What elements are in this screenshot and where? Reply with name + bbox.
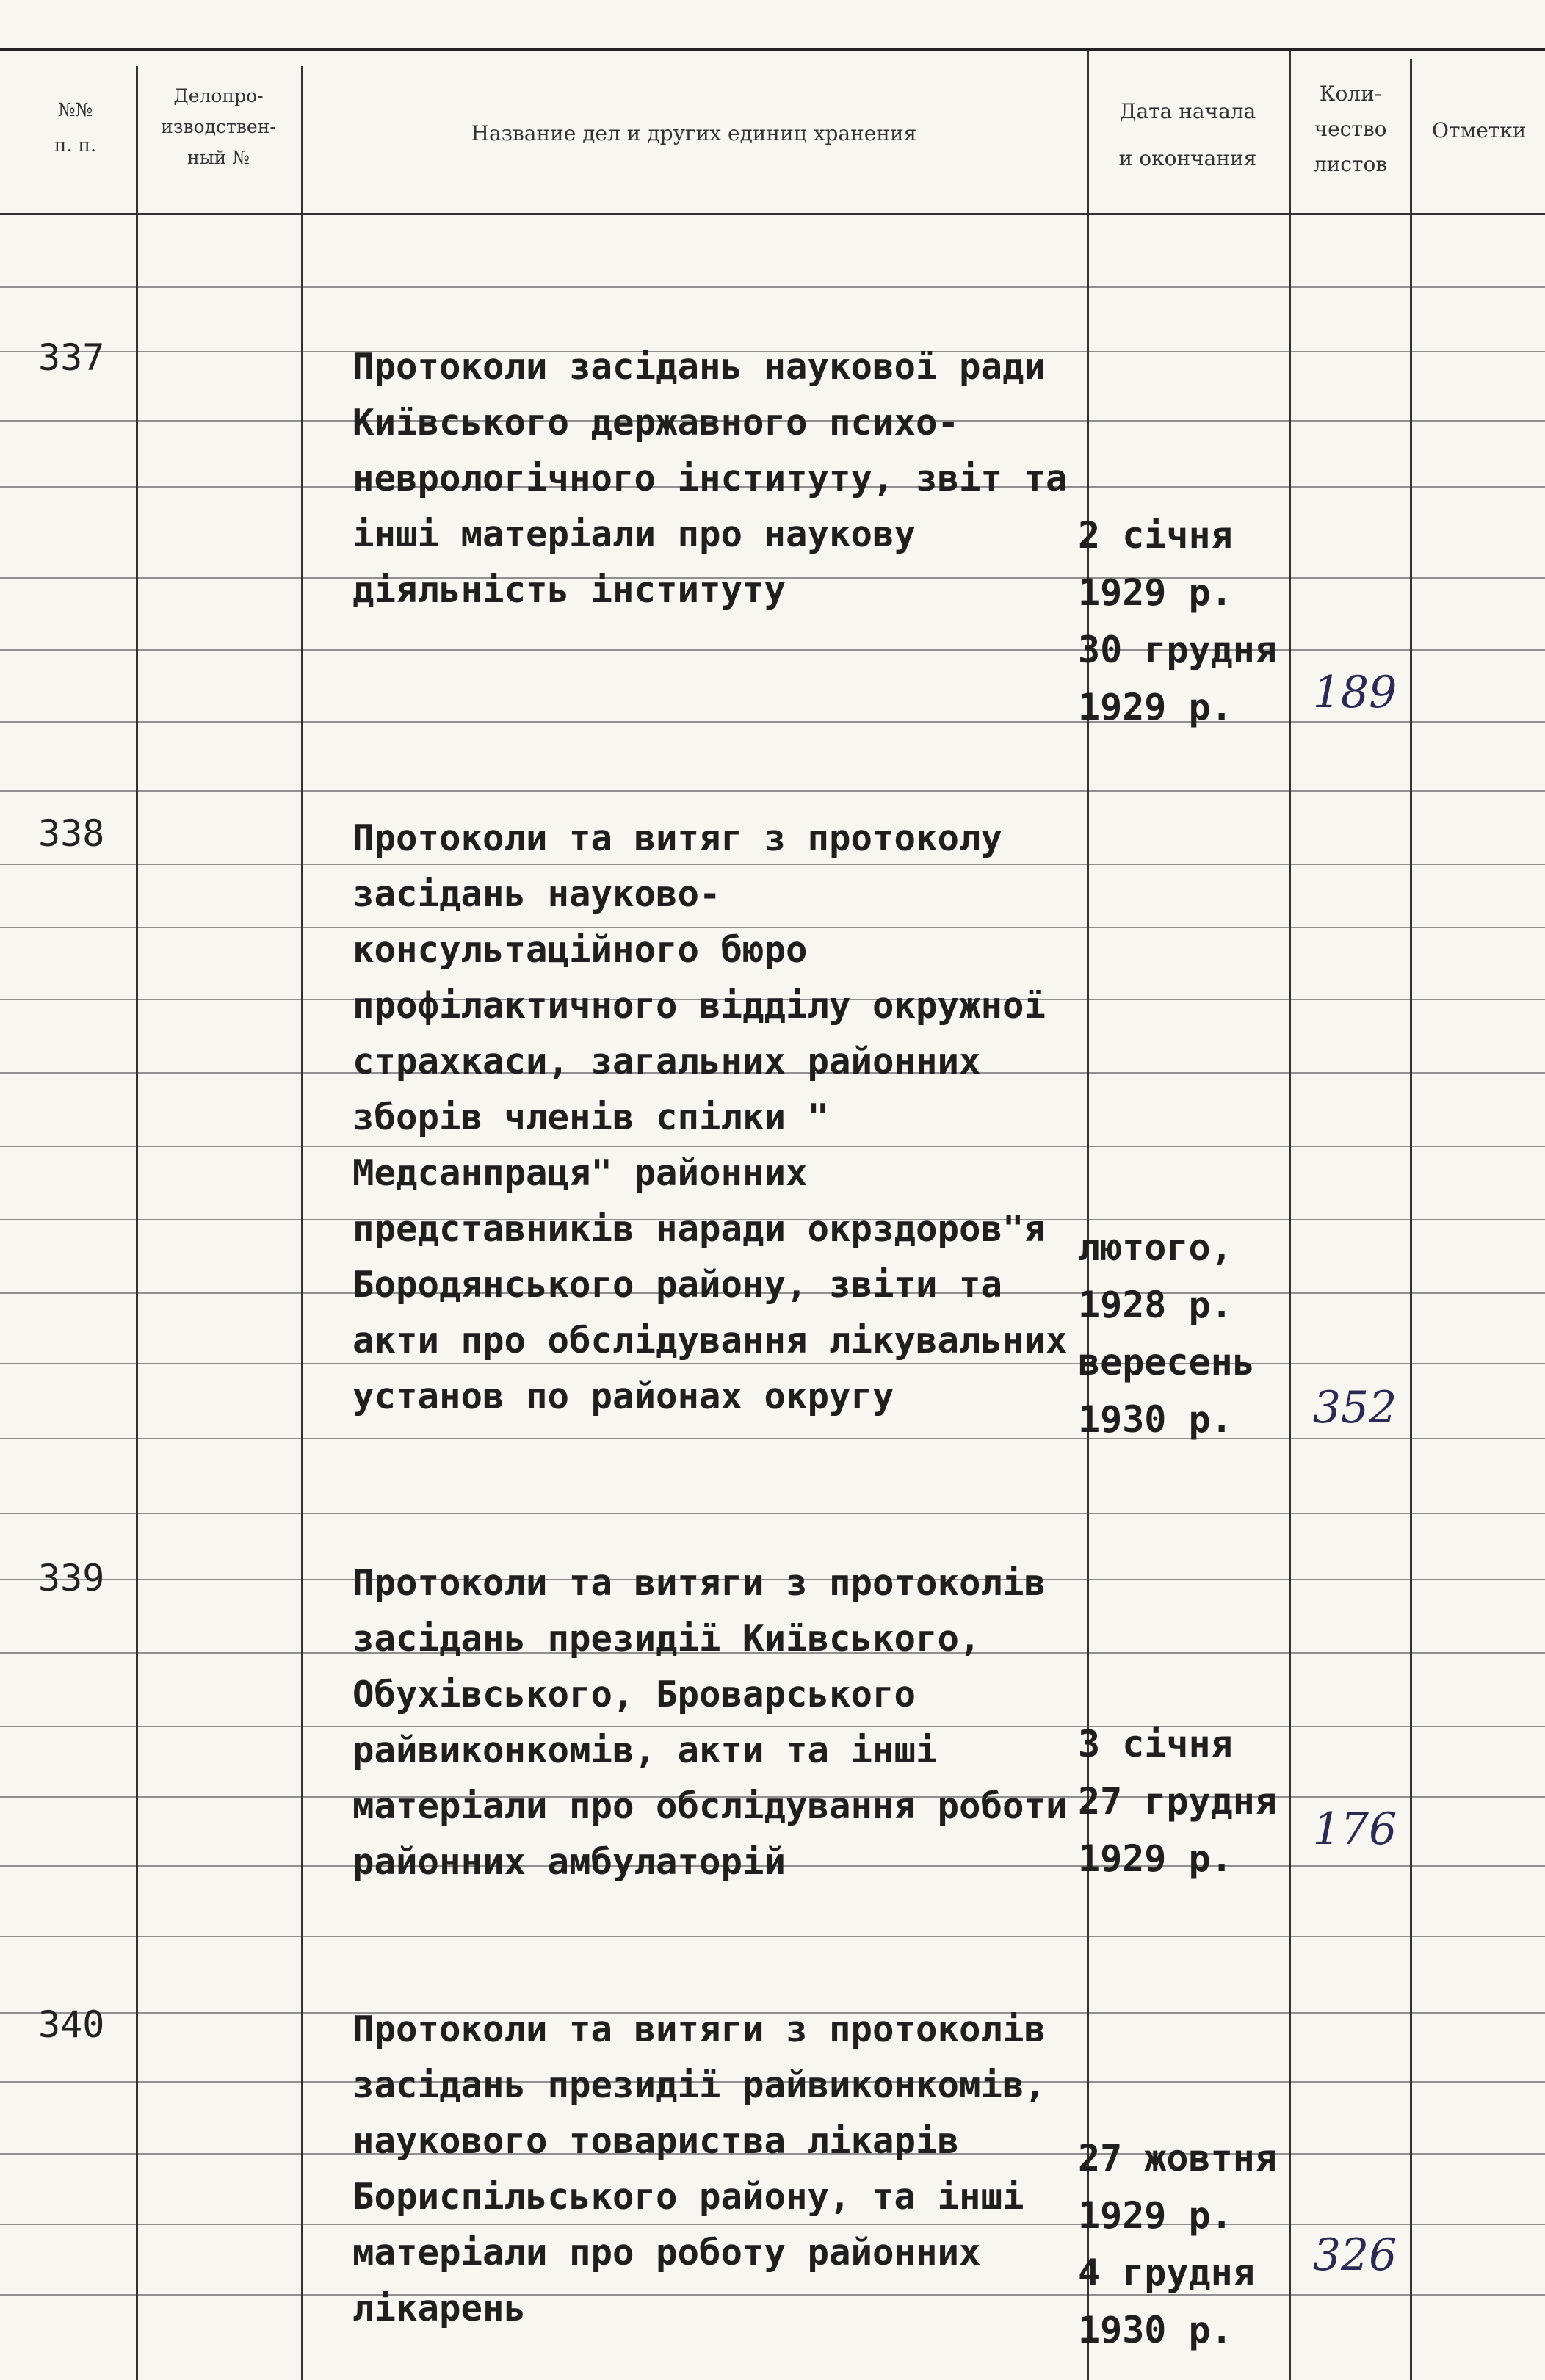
header-number-column: №№ п. п. bbox=[54, 99, 97, 156]
date-line: 1930 р. bbox=[1078, 1398, 1233, 1441]
date-line: 1929 р. bbox=[1078, 686, 1233, 728]
header-title-column: Название дел и других единиц хранения bbox=[471, 121, 917, 145]
date-line: 27 грудня bbox=[1078, 1780, 1277, 1823]
sheet-count: 189 bbox=[1312, 667, 1397, 718]
date-line: 1928 р. bbox=[1078, 1284, 1233, 1326]
entry-title: Протоколи та витяги з протоколів засідань президії райвиконкомів, наукового товариства лікарів Бориспільського району, та інші матеріали про роботу районних лікарень bbox=[352, 2008, 1046, 2329]
ruled-line bbox=[0, 286, 1545, 288]
entry-title: Протоколи та витяг з протоколу засідань науково- консультаційного бюро профілактичного відділу окружної страхкаси, загальних районних зборів членів спілки " Медсанпраця" районних представників наради окрздоров"я Бородянського району, звіти та акти про обслідування лікувальних установ по районах округу bbox=[352, 817, 1068, 1417]
entry-dates bbox=[1078, 2130, 1298, 2359]
header-dates-column: Дата начала и окончания bbox=[1118, 99, 1257, 170]
header-sheets-column: Коли- чество листов bbox=[1313, 82, 1388, 176]
ruled-line bbox=[0, 649, 1545, 651]
date-line: 1930 р. bbox=[1078, 2309, 1233, 2351]
sheet-count: 176 bbox=[1312, 1804, 1397, 1855]
ruled-line bbox=[0, 721, 1545, 723]
date-line: 2 січня bbox=[1078, 514, 1233, 557]
ruled-line bbox=[0, 1936, 1545, 1937]
date-line: 4 грудня bbox=[1078, 2251, 1255, 2294]
column-divider bbox=[136, 66, 138, 2380]
ruled-line bbox=[0, 1438, 1545, 1439]
date-line: 30 грудня bbox=[1078, 629, 1277, 671]
entry-number: 337 bbox=[38, 336, 105, 379]
column-divider bbox=[1289, 51, 1291, 2380]
entry-dates bbox=[1078, 1219, 1298, 1448]
entry-title: Протоколи та витяги з протоколів засідань президії Київського, Обухівського, Броварського райвиконкомів, акти та інші матеріали про обслідування роботи районних амбулаторій bbox=[352, 1562, 1068, 1883]
column-divider bbox=[1410, 59, 1412, 2380]
date-line: 1929 р. bbox=[1078, 571, 1233, 614]
column-divider bbox=[1087, 51, 1089, 2380]
date-line: 3 січня bbox=[1078, 1723, 1233, 1765]
entry-number: 338 bbox=[38, 812, 105, 855]
entry-dates bbox=[1078, 1715, 1298, 1887]
header-bottom-line bbox=[0, 213, 1545, 215]
date-line: лютого, bbox=[1078, 1226, 1233, 1269]
date-line: 1929 р. bbox=[1078, 2194, 1233, 2237]
column-divider bbox=[301, 66, 303, 2380]
entry-number: 339 bbox=[38, 1557, 105, 1599]
date-line: 27 жовтня bbox=[1078, 2137, 1277, 2180]
top-border-line bbox=[0, 48, 1545, 51]
ruled-line bbox=[0, 1513, 1545, 1514]
date-line: 1929 р. bbox=[1078, 1837, 1233, 1880]
sheet-count: 326 bbox=[1312, 2229, 1397, 2281]
entry-dates bbox=[1078, 507, 1298, 736]
header-office-number-column: Делопро- изводствен- ный № bbox=[161, 85, 276, 168]
date-line: вересень bbox=[1078, 1341, 1255, 1383]
sheet-count: 352 bbox=[1312, 1382, 1397, 1433]
entry-title: Протоколи засідань наукової ради Київського державного психо-неврологічного інституту, звіт та інші матеріали про наукову діяльність інституту bbox=[352, 346, 1068, 611]
header-notes-column: Отметки bbox=[1432, 118, 1527, 142]
ruled-line bbox=[0, 790, 1545, 792]
entry-number: 340 bbox=[38, 2003, 105, 2046]
